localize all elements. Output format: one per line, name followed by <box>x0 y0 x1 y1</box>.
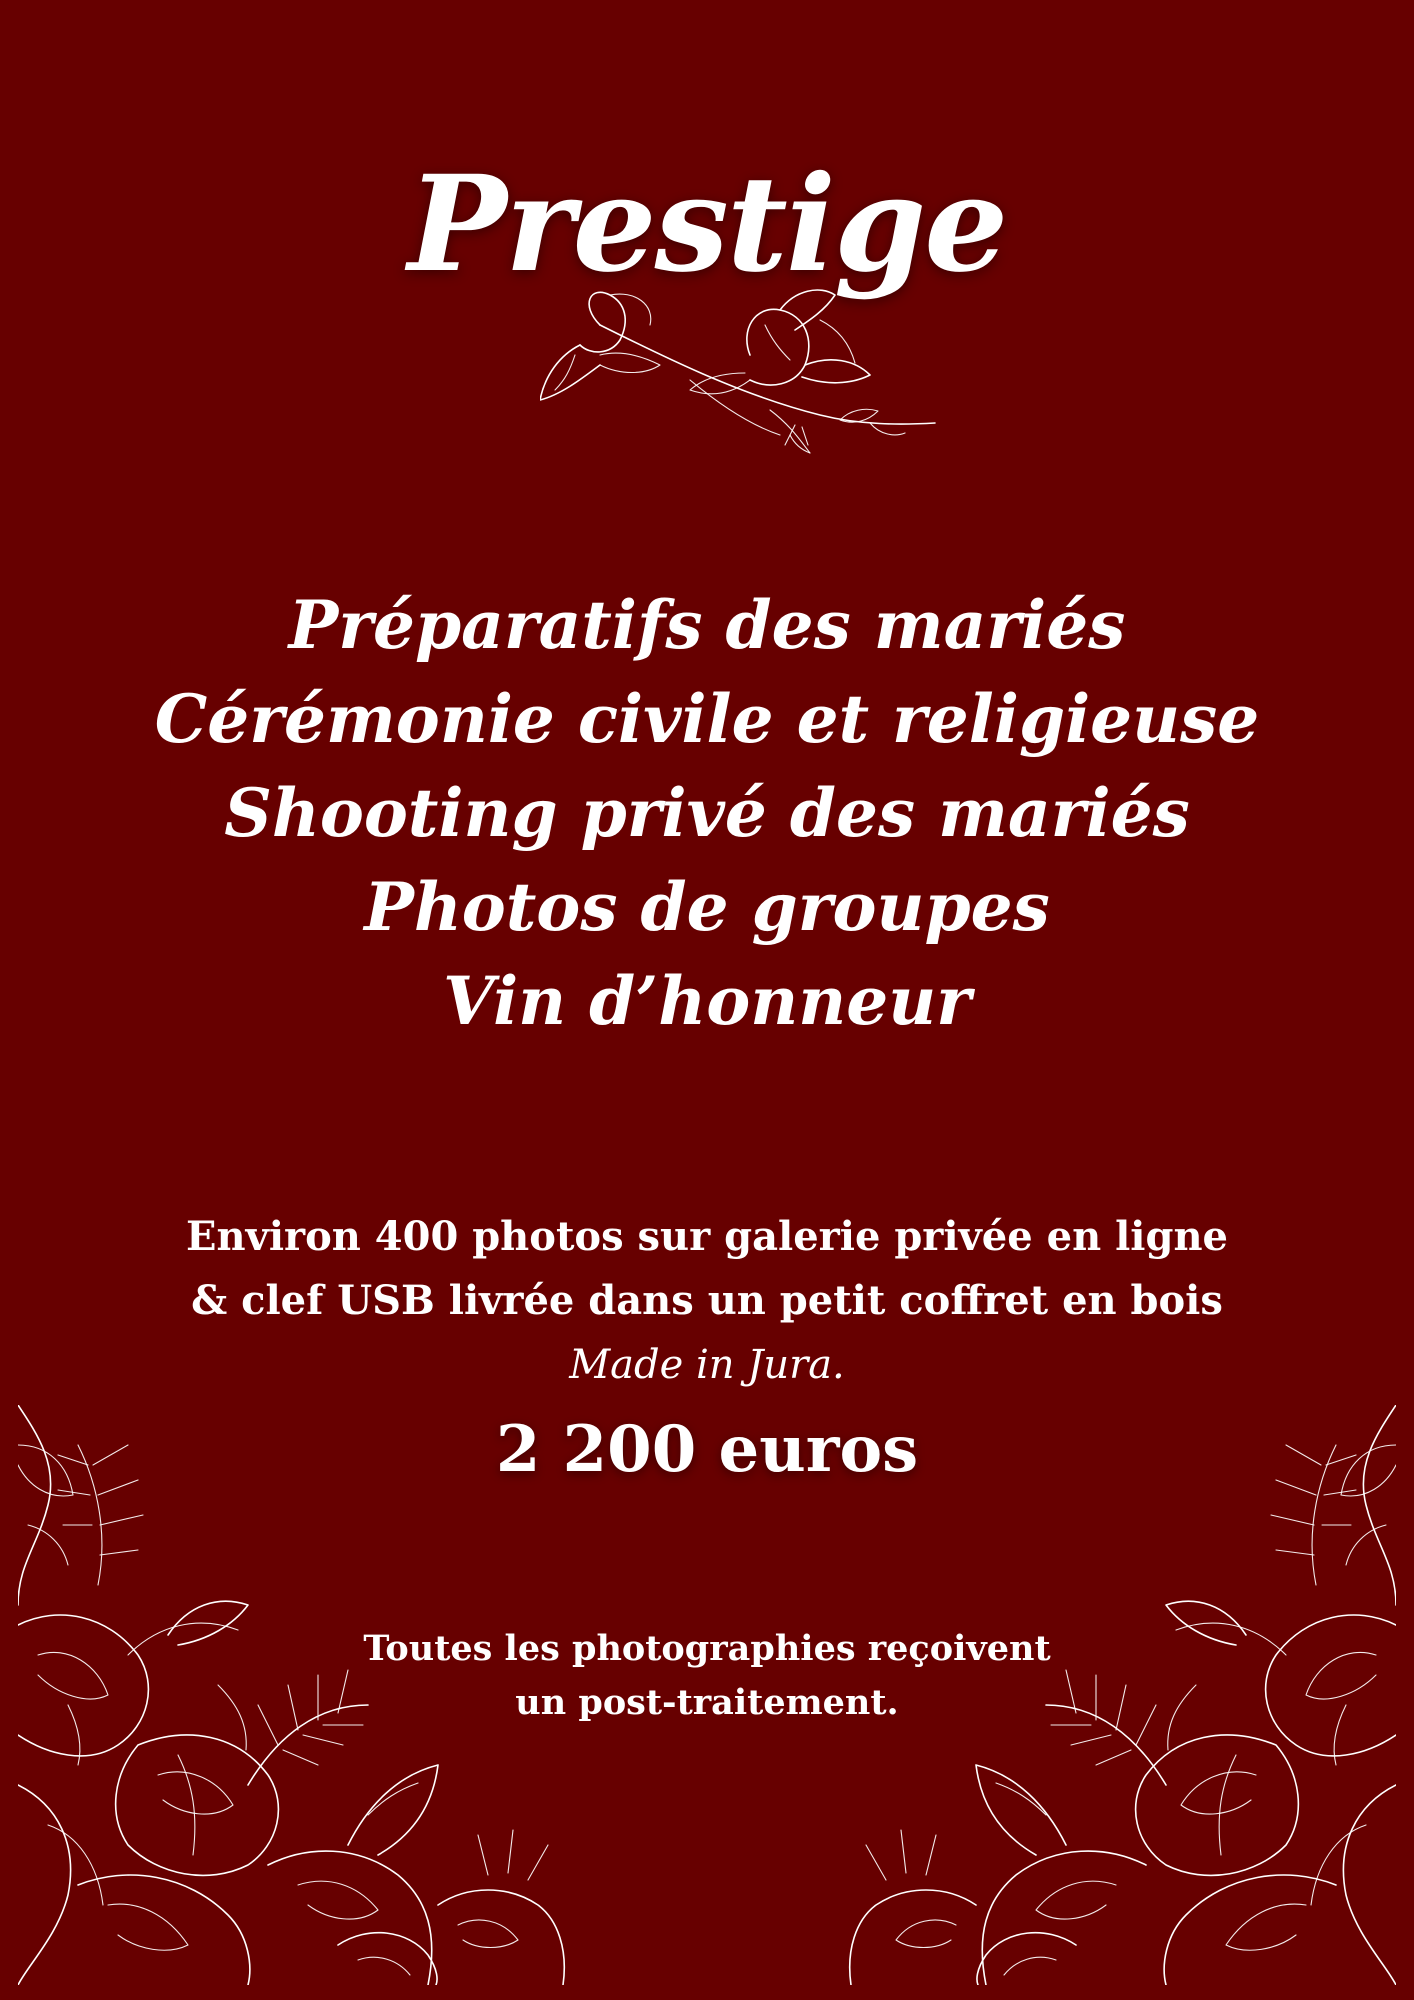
service-item: Vin d’honneur <box>443 962 971 1040</box>
service-item: Shooting privé des mariés <box>224 774 1190 852</box>
service-item: Photos de groupes <box>364 868 1050 946</box>
package-title: Prestige <box>407 147 1007 302</box>
package-price: 2 200 euros <box>495 1412 919 1487</box>
note-line-1: Toutes les photographies reçoivent <box>363 1628 1051 1669</box>
delivery-details <box>0 1205 1414 1397</box>
services-list <box>0 578 1414 1048</box>
note-line-2: un post-traitement. <box>515 1682 899 1723</box>
service-item: Préparatifs des mariés <box>288 586 1126 664</box>
floral-corner-right <box>796 1405 1396 1985</box>
floral-corner-left <box>18 1405 618 1985</box>
delivery-line-gallery: Environ 400 photos sur galerie privée en ligne <box>186 1213 1228 1260</box>
service-item: Cérémonie civile et religieuse <box>154 680 1260 758</box>
floral-sprig-illustration <box>540 285 940 455</box>
delivery-line-origin: Made in Jura. <box>569 1342 845 1388</box>
delivery-line-usb: & clef USB livrée dans un petit coffret en bois <box>191 1277 1223 1324</box>
